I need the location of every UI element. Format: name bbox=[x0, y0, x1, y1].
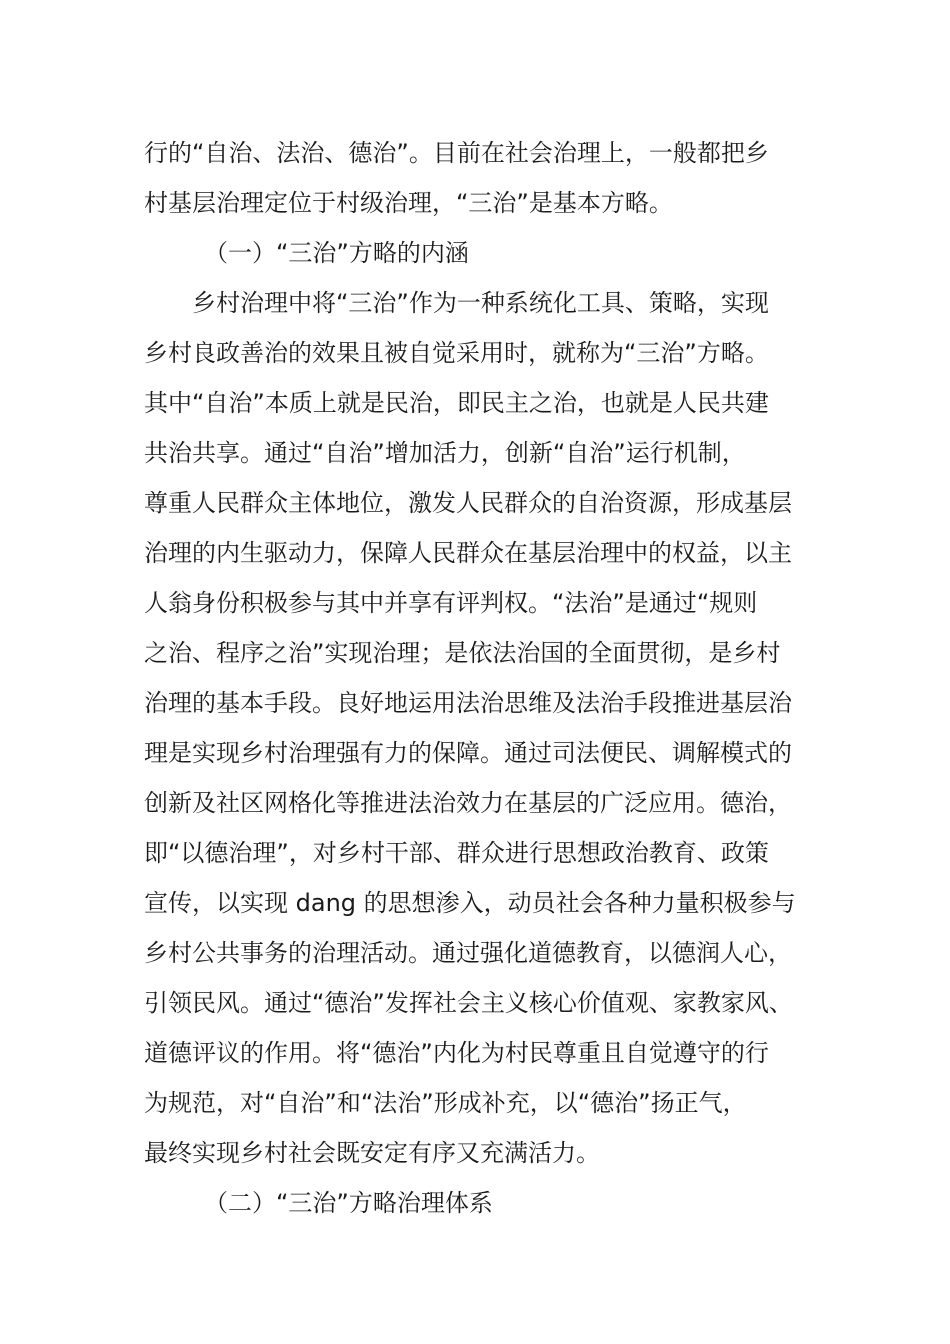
section-heading-1: （一）“三治”方略的内涵 bbox=[204, 239, 469, 267]
paragraph-line: 理是实现乡村治理强有力的保障。通过司法便民、调解模式的 bbox=[144, 739, 792, 767]
document-body bbox=[144, 128, 824, 1228]
paragraph-line: 引领民风。通过“德治”发挥社会主义核心价值观、家教家风、 bbox=[144, 989, 793, 1017]
paragraph-line: 乡村良政善治的效果且被自觉采用时，就称为“三治”方略。 bbox=[144, 339, 769, 367]
paragraph-line: 共治共享。通过“自治”增加活力，创新“自治”运行机制， bbox=[144, 439, 746, 467]
paragraph-line: 宣传，以实现 dang 的思想渗入，动员社会各种力量积极参与 bbox=[144, 889, 796, 917]
paragraph-line: 人翁身份积极参与其中并享有评判权。“法治”是通过“规则 bbox=[144, 589, 758, 617]
paragraph-continuation-line: 行的“自治、法治、德治”。目前在社会治理上，一般都把乡 bbox=[144, 139, 769, 167]
paragraph-continuation-line: 村基层治理定位于村级治理，“三治”是基本方略。 bbox=[144, 189, 673, 217]
paragraph-line: 之治、程序之治”实现治理；是依法治国的全面贯彻，是乡村 bbox=[144, 639, 781, 667]
paragraph-line: 治理的内生驱动力，保障人民群众在基层治理中的权益，以主 bbox=[144, 539, 792, 567]
paragraph-line: 尊重人民群众主体地位，激发人民群众的自治资源，形成基层 bbox=[144, 489, 792, 517]
paragraph-line: 即“以德治理”，对乡村干部、群众进行思想政治教育、政策 bbox=[144, 839, 769, 867]
paragraph-line: 其中“自治”本质上就是民治，即民主之治，也就是人民共建 bbox=[144, 389, 769, 417]
section-heading-2: （二）“三治”方略治理体系 bbox=[204, 1189, 493, 1217]
paragraph-first-line: 乡村治理中将“三治”作为一种系统化工具、策略，实现 bbox=[192, 289, 769, 317]
paragraph-line: 最终实现乡村社会既安定有序又充满活力。 bbox=[144, 1139, 600, 1167]
paragraph-line: 道德评议的作用。将“德治”内化为村民尊重且自觉遵守的行 bbox=[144, 1039, 769, 1067]
paragraph-line: 治理的基本手段。良好地运用法治思维及法治手段推进基层治 bbox=[144, 689, 792, 717]
paragraph-line: 创新及社区网格化等推进法治效力在基层的广泛应用。德治， bbox=[144, 789, 792, 817]
paragraph-line: 为规范，对“自治”和“法治”形成补充，以“德治”扬正气， bbox=[144, 1089, 747, 1117]
paragraph-line: 乡村公共事务的治理活动。通过强化道德教育，以德润人心， bbox=[144, 939, 792, 967]
